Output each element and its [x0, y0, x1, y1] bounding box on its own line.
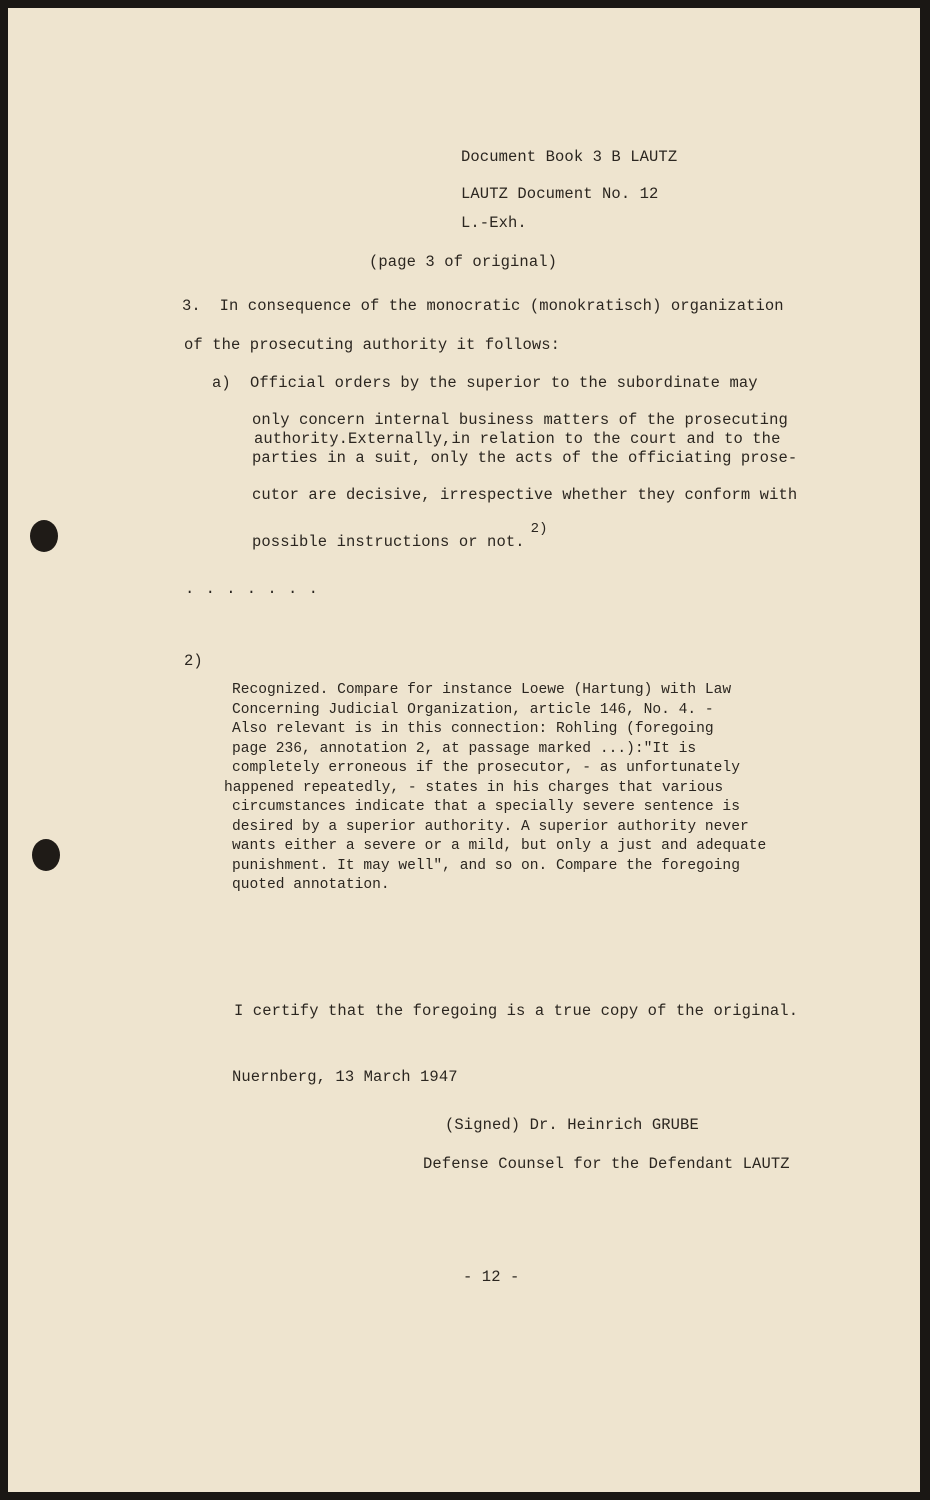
footnote-line: Concerning Judicial Organization, article 146, No. 4. -	[232, 701, 714, 718]
place-and-date: Nuernberg, 13 March 1947	[232, 1068, 458, 1086]
footnote-line: Also relevant is in this connection: Rohling (foregoing	[232, 721, 714, 737]
footnote-line: punishment. It may well", and so on. Compare the foregoing	[232, 857, 740, 874]
document-number: LAUTZ Document No. 12	[461, 185, 659, 203]
footnote-line: happened repeatedly, - states in his charges that various	[224, 779, 724, 796]
footnote-line: Recognized. Compare for instance Loewe (Hartung) with Law	[232, 682, 732, 698]
footnote-label: 2)	[184, 652, 203, 670]
exhibit-label: L.-Exh.	[461, 214, 527, 232]
item-a-line-6-text: possible instructions or not.	[252, 533, 525, 552]
footnote-reference: 2)	[530, 521, 548, 537]
footnote-line: completely erroneous if the prosecutor, - as unfortunately	[232, 760, 740, 776]
punch-hole	[30, 520, 58, 552]
item-a-line-6	[252, 521, 548, 552]
signature-line: (Signed) Dr. Heinrich GRUBE	[445, 1116, 699, 1134]
footnote-line: page 236, annotation 2, at passage marked ...):"It is	[232, 740, 697, 757]
item-a-line-5: cutor are decisive, irrespective whether they conform with	[252, 486, 798, 504]
paragraph-3-line-1: 3. In consequence of the monocratic (monokratisch) organization	[182, 297, 784, 315]
document-book-label: Document Book 3 B LAUTZ	[461, 148, 678, 166]
footnote-line: wants either a severe or a mild, but only a just and adequate	[232, 838, 767, 854]
page-number: - 12 -	[463, 1268, 520, 1286]
punch-hole	[32, 839, 60, 871]
item-a-line-4: parties in a suit, only the acts of the officiating prose-	[252, 449, 798, 467]
certification-statement: I certify that the foregoing is a true copy of the original.	[234, 1002, 799, 1020]
footnote-line: circumstances indicate that a specially severe sentence is	[232, 799, 740, 815]
item-a-line-2: only concern internal business matters of the prosecuting	[252, 411, 788, 429]
page-reference: (page 3 of original)	[369, 253, 558, 271]
footnote-line: desired by a superior authority. A superior authority never	[232, 818, 749, 835]
document-page	[8, 8, 920, 1492]
item-a-label: a)	[212, 374, 231, 392]
item-a-line-3: authority.Externally,in relation to the court and to the	[254, 430, 781, 448]
footnote-line: quoted annotation.	[232, 877, 390, 893]
footnote-text	[224, 681, 832, 896]
item-a-line-1: Official orders by the superior to the subordinate may	[250, 374, 758, 392]
omission-ellipsis: . . . . . . .	[185, 580, 319, 598]
signatory-role: Defense Counsel for the Defendant LAUTZ	[423, 1155, 790, 1173]
paragraph-3-line-2: of the prosecuting authority it follows:	[184, 336, 561, 354]
